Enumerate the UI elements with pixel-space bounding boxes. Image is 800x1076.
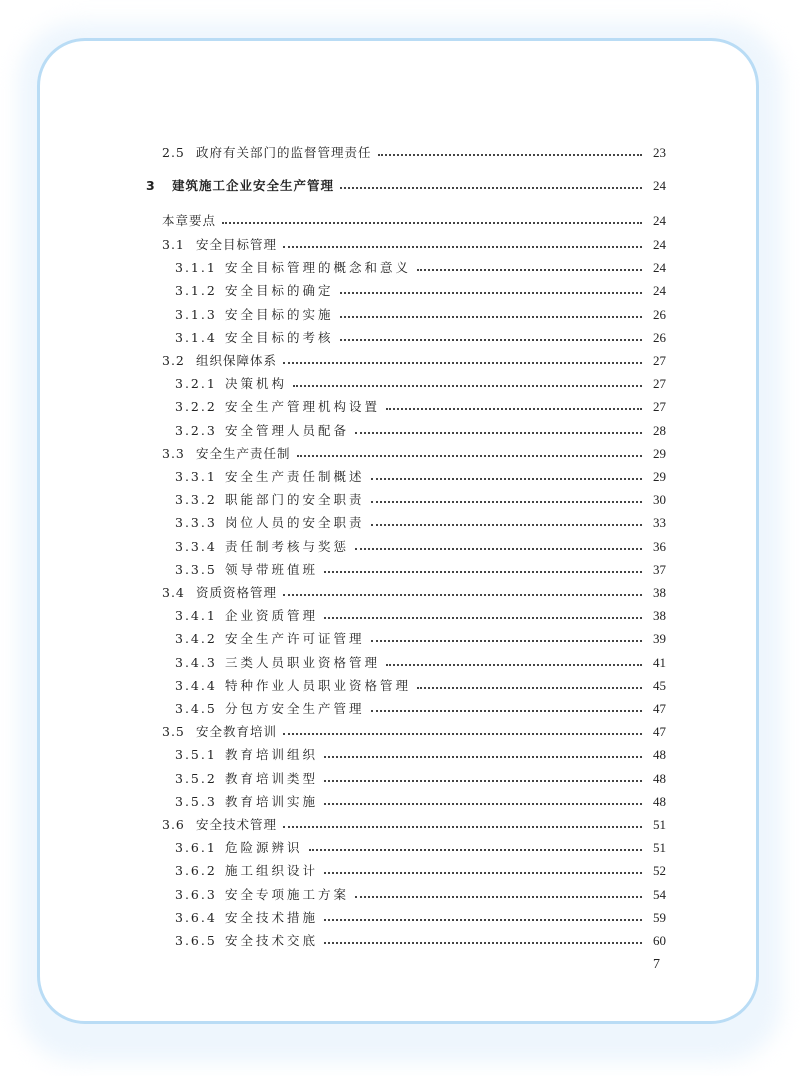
toc-entry[interactable] xyxy=(0,930,800,952)
toc-entry-number: 3.6 xyxy=(162,817,185,832)
toc-entry-title: 领导带班值班 xyxy=(225,561,319,577)
dot-leader xyxy=(281,234,644,256)
toc-entry-title: 安全目标管理 xyxy=(196,237,278,252)
toc-entry[interactable] xyxy=(0,791,800,813)
toc-entry[interactable] xyxy=(0,652,800,674)
toc-entry-title: 教育培训类型 xyxy=(225,770,319,786)
toc-entry-number: 3.5.1 xyxy=(175,747,217,763)
toc-entry-page: 52 xyxy=(653,863,666,879)
toc-entry-number: 3.1.1 xyxy=(175,260,217,276)
toc-entry-page: 38 xyxy=(653,608,666,624)
toc-entry-page: 27 xyxy=(653,353,666,368)
toc-entry-page: 26 xyxy=(653,329,666,345)
toc-entry-number: 3.1.3 xyxy=(175,306,217,322)
dot-leader xyxy=(322,559,644,581)
toc-entry[interactable] xyxy=(0,860,800,882)
toc-entry-page: 48 xyxy=(653,793,666,809)
dot-leader xyxy=(281,721,644,743)
toc-entry-page: 60 xyxy=(653,933,666,948)
toc-entry-page: 48 xyxy=(653,770,666,786)
dot-leader xyxy=(281,814,644,836)
dot-leader xyxy=(384,652,644,674)
toc-entry-title: 安全生产责任制 xyxy=(196,445,291,461)
toc-entry[interactable] xyxy=(0,489,800,511)
toc-entry-number: 3.3.3 xyxy=(175,515,217,531)
toc-entry-title: 安全管理人员配备 xyxy=(225,422,350,438)
toc-entry-number: 3.4.1 xyxy=(175,608,217,624)
toc-entry-page: 51 xyxy=(653,817,666,832)
dot-leader xyxy=(338,280,644,302)
toc-entry-page: 33 xyxy=(653,515,666,531)
toc-entry-page: 27 xyxy=(653,376,666,392)
toc-entry-number: 3.1 xyxy=(162,237,185,252)
toc-entry-number: 3.4.4 xyxy=(175,677,217,693)
dot-leader xyxy=(415,257,644,279)
toc-entry-number: 3.1.2 xyxy=(175,283,217,299)
toc-entry-number: 3.6.1 xyxy=(175,840,217,856)
dot-leader xyxy=(369,466,644,488)
toc-entry-title: 教育培训组织 xyxy=(225,747,319,763)
toc-entry-page: 29 xyxy=(653,445,666,461)
toc-entry-title: 教育培训实施 xyxy=(225,793,319,809)
dot-leader xyxy=(281,350,644,372)
toc-entry-number: 3.3 xyxy=(162,445,185,461)
toc-entry-title: 安全生产责任制概述 xyxy=(225,469,365,484)
toc-entry-title: 分包方安全生产管理 xyxy=(225,701,365,716)
dot-leader xyxy=(322,605,644,627)
toc-entry-number: 3.4 xyxy=(162,585,185,600)
dot-leader xyxy=(307,837,644,859)
toc-entry[interactable] xyxy=(0,373,800,395)
toc-entry-number: 3.6.4 xyxy=(175,909,217,925)
toc-entry-number: 2.5 xyxy=(162,145,185,160)
toc-entry-number: 3.3.2 xyxy=(175,492,217,508)
toc-entry-page: 30 xyxy=(653,492,666,508)
dot-leader xyxy=(369,698,644,720)
dot-leader xyxy=(322,930,644,952)
dot-leader xyxy=(353,420,644,442)
toc-entry-title: 企业资质管理 xyxy=(225,608,319,624)
toc-entry-number: 3.3.1 xyxy=(175,469,217,484)
toc-entry-title: 安全目标的实施 xyxy=(225,306,334,322)
toc-entry[interactable] xyxy=(0,814,800,836)
toc-entry-title: 责任制考核与奖惩 xyxy=(225,538,350,554)
toc-entry-title: 安全生产管理机构设置 xyxy=(225,399,381,415)
dot-leader xyxy=(369,489,644,511)
toc-entry-number: 3.2.3 xyxy=(175,422,217,438)
toc-entry[interactable] xyxy=(0,907,800,929)
toc-entry-page: 24 xyxy=(653,260,666,276)
toc-entry-title: 施工组织设计 xyxy=(225,863,319,879)
dot-leader xyxy=(322,907,644,929)
toc-entry-title: 岗位人员的安全职责 xyxy=(225,515,365,531)
toc-entry[interactable] xyxy=(0,466,800,488)
toc-entry-number: 3.3.5 xyxy=(175,561,217,577)
toc-entry-title: 职能部门的安全职责 xyxy=(225,492,365,508)
toc-entry-number: 3.4.5 xyxy=(175,701,217,716)
dot-leader xyxy=(291,373,644,395)
toc-entry-number: 3.3.4 xyxy=(175,538,217,554)
toc-entry-number: 3.2.2 xyxy=(175,399,217,415)
toc-entry-title: 建筑施工企业安全生产管理 xyxy=(172,178,335,193)
toc-entry-number: 3.2.1 xyxy=(175,376,217,392)
toc-entry[interactable] xyxy=(0,280,800,302)
dot-leader xyxy=(353,536,644,558)
dot-leader xyxy=(281,582,644,604)
toc-entry[interactable] xyxy=(0,628,800,650)
toc-entry-title: 三类人员职业资格管理 xyxy=(225,654,381,670)
toc-entry-page: 54 xyxy=(653,886,666,902)
toc-entry-page: 38 xyxy=(653,585,666,600)
toc-entry-number: 3.5.3 xyxy=(175,793,217,809)
toc-entry[interactable] xyxy=(0,512,800,534)
dot-leader xyxy=(384,396,644,418)
toc-entry[interactable] xyxy=(0,605,800,627)
dot-leader xyxy=(338,175,644,197)
toc-entry-page: 26 xyxy=(653,306,666,322)
toc-entry-title: 安全生产许可证管理 xyxy=(225,631,365,647)
toc-entry[interactable] xyxy=(0,443,800,465)
toc-entry-page: 41 xyxy=(653,654,666,670)
toc-entry[interactable] xyxy=(0,142,800,164)
toc-entry-page: 24 xyxy=(653,213,666,228)
toc-entry-title: 安全目标的考核 xyxy=(225,329,334,345)
dot-leader xyxy=(322,791,644,813)
toc-entry-page: 24 xyxy=(653,283,666,299)
toc-entry[interactable] xyxy=(0,721,800,743)
toc-entry-title: 安全专项施工方案 xyxy=(225,886,350,902)
toc-entry[interactable] xyxy=(0,837,800,859)
toc-entry[interactable] xyxy=(0,257,800,279)
toc-entry-page: 59 xyxy=(653,909,666,925)
toc-entry-page: 39 xyxy=(653,631,666,647)
toc-entry-title: 本章要点 xyxy=(162,213,217,228)
toc-entry-title: 危险源辨识 xyxy=(225,840,303,856)
toc-entry-page: 47 xyxy=(653,724,666,740)
dot-leader xyxy=(220,210,644,232)
toc-entry-number: 3 xyxy=(146,178,156,193)
dot-leader xyxy=(338,304,644,326)
toc-entry[interactable] xyxy=(0,768,800,790)
toc-entry-number: 3.1.4 xyxy=(175,329,217,345)
toc-entry[interactable] xyxy=(0,559,800,581)
toc-entry-title: 特种作业人员职业资格管理 xyxy=(225,677,412,693)
toc-entry[interactable] xyxy=(0,304,800,326)
toc-entry-title: 资质资格管理 xyxy=(196,585,278,600)
toc-entry-title: 安全技术管理 xyxy=(196,817,278,832)
dot-leader xyxy=(295,443,644,465)
page-number: 7 xyxy=(653,957,660,972)
toc-entry-number: 3.6.3 xyxy=(175,886,217,902)
toc-entry-number: 3.2 xyxy=(162,353,185,368)
toc-entry[interactable] xyxy=(0,420,800,442)
toc-entry-title: 安全技术措施 xyxy=(225,909,319,925)
dot-leader xyxy=(415,675,644,697)
toc-entry-title: 安全教育培训 xyxy=(196,724,278,740)
toc-entry-number: 3.6.2 xyxy=(175,863,217,879)
toc-entry-number: 3.6.5 xyxy=(175,933,217,948)
toc-entry[interactable] xyxy=(0,675,800,697)
toc-entry-page: 29 xyxy=(653,469,666,484)
toc-entry[interactable] xyxy=(0,582,800,604)
toc-entry-page: 36 xyxy=(653,538,666,554)
toc-entry-page: 45 xyxy=(653,677,666,693)
toc-entry-page: 51 xyxy=(653,840,666,856)
toc-entry-page: 24 xyxy=(653,237,666,252)
dot-leader xyxy=(322,768,644,790)
toc-entry[interactable] xyxy=(0,536,800,558)
toc-entry-number: 3.5.2 xyxy=(175,770,217,786)
toc-entry-page: 37 xyxy=(653,561,666,577)
toc-entry[interactable] xyxy=(0,210,800,232)
toc-entry-title: 决策机构 xyxy=(225,376,288,392)
toc-entry-title: 组织保障体系 xyxy=(196,353,278,368)
dot-leader xyxy=(338,327,644,349)
toc-entry[interactable] xyxy=(0,396,800,418)
toc-entry[interactable] xyxy=(0,234,800,256)
toc-entry-page: 24 xyxy=(653,178,666,193)
toc-entry-number: 3.5 xyxy=(162,724,185,740)
toc-entry-page: 47 xyxy=(653,701,666,716)
dot-leader xyxy=(322,860,644,882)
toc-entry[interactable] xyxy=(0,698,800,720)
dot-leader xyxy=(369,512,644,534)
toc-entry-title: 安全目标的确定 xyxy=(225,283,334,299)
toc-entry-number: 3.4.3 xyxy=(175,654,217,670)
toc-entry-title: 安全目标管理的概念和意义 xyxy=(225,260,412,276)
toc-entry-page: 28 xyxy=(653,422,666,438)
toc-entry-title: 政府有关部门的监督管理责任 xyxy=(196,145,372,160)
toc-entry[interactable] xyxy=(0,744,800,766)
dot-leader xyxy=(369,628,644,650)
dot-leader xyxy=(353,884,644,906)
toc-entry-number: 3.4.2 xyxy=(175,631,217,647)
toc-entry-page: 27 xyxy=(653,399,666,415)
dot-leader xyxy=(322,744,644,766)
dot-leader xyxy=(376,142,644,164)
toc-entry-page: 23 xyxy=(653,145,666,160)
toc-entry-title: 安全技术交底 xyxy=(225,933,319,948)
toc-entry[interactable] xyxy=(0,884,800,906)
toc-entry-page: 48 xyxy=(653,747,666,763)
toc-entry[interactable] xyxy=(0,175,800,197)
toc-entry[interactable] xyxy=(0,350,800,372)
toc-entry[interactable] xyxy=(0,327,800,349)
